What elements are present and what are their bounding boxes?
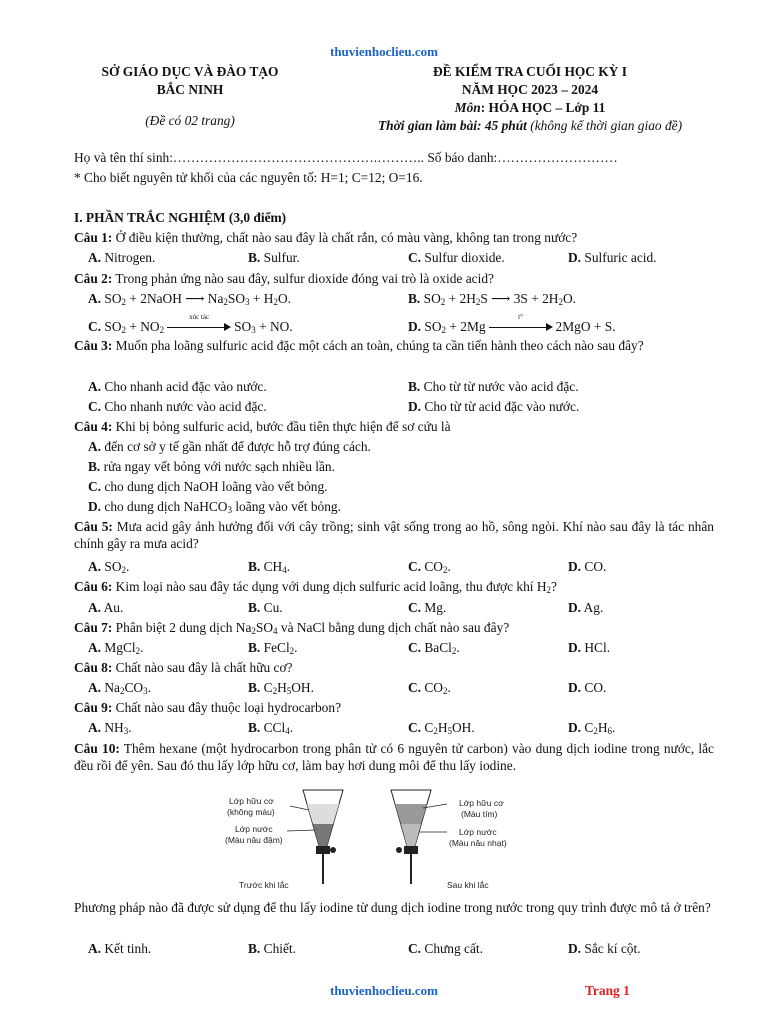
header-left — [70, 64, 310, 131]
question-7: Câu 7: Phân biệt 2 dung dịch $Na_2SO_4$ và NaCl bằng dung dịch chất nào sau đây? — [74, 620, 510, 636]
time-note: (không kể thời gian giao đề) — [526, 118, 683, 133]
right-organic-note: (Màu tím) — [461, 809, 498, 819]
q1-option-c[interactable]: C. Sulfur dioxide. — [408, 250, 505, 265]
question-text: Ở điều kiện thường, chất nào sau đây là chất rắn, có màu vàng, không tan trong nước? — [112, 230, 578, 245]
q9-option-c[interactable]: C. $C_2H_5OH$. — [408, 720, 475, 736]
question-8: Câu 8: Chất nào sau đây là chất hữu cơ? — [74, 660, 293, 675]
q7-option-b[interactable]: B. FeCl$_2$. — [248, 640, 298, 656]
right-water-label: Lớp nước — [459, 827, 497, 837]
question-9: Câu 9: Chất nào sau đây thuộc loại hydrocarbon? — [74, 700, 342, 715]
separatory-funnel-figure — [215, 784, 535, 899]
q4-option-c[interactable]: C. cho dung dịch NaOH loãng vào vết bỏng. — [88, 479, 328, 494]
right-water-note: (Màu nâu nhạt) — [449, 838, 507, 848]
header-right — [355, 64, 705, 136]
department-name: SỞ GIÁO DỤC VÀ ĐÀO TẠO — [101, 64, 279, 79]
left-organic-note: (không màu) — [227, 807, 275, 817]
q9-option-a[interactable]: A. $NH_3$. — [88, 720, 132, 736]
catalyst-arrow: xúc tác — [167, 319, 231, 333]
question-10: Câu 10: Thêm hexane (một hydrocarbon trong phân tử có 6 nguyên tử carbon) vào dung dịch iodine trong nước, lắc đều rồi để yên. Sau đó thu lấy lớp hữu cơ, làm bay hơi dung môi để thu lấy iodine. — [74, 741, 714, 773]
left-caption: Trước khi lắc — [239, 880, 289, 890]
q2-option-a[interactable]: A. $SO_2$ + 2NaOH ⟶ $Na_2SO_3 + H_2O$. — [88, 291, 291, 307]
q8-option-b[interactable]: B. $C_2H_5OH$. — [248, 680, 314, 696]
q6-option-c[interactable]: C. Mg. — [408, 600, 447, 615]
q7-option-c[interactable]: C. BaCl$_2$. — [408, 640, 460, 656]
time-line — [355, 118, 705, 136]
q5-option-a[interactable]: A. $SO_2$. — [88, 559, 130, 575]
q6-option-a[interactable]: A. Au. — [88, 600, 124, 615]
q3-option-c[interactable]: C. Cho nhanh nước vào acid đặc. — [88, 399, 267, 414]
left-water-label: Lớp nước — [235, 824, 273, 834]
subject-line — [355, 100, 705, 118]
q9-option-d[interactable]: D. $C_2H_6$. — [568, 720, 616, 736]
candidate-info-line: Họ và tên thí sinh:……………………………………….……….. Số báo danh:……………………… — [74, 150, 618, 165]
q3-option-d[interactable]: D. Cho từ từ acid đặc vào nước. — [408, 399, 580, 414]
q6-option-b[interactable]: B. Cu. — [248, 600, 283, 615]
q3-option-a[interactable]: A. Cho nhanh acid đặc vào nước. — [88, 379, 267, 394]
school-year: NĂM HỌC 2023 – 2024 — [461, 82, 599, 97]
q5-option-b[interactable]: B. $CH_4$. — [248, 559, 291, 575]
question-2: Câu 2: Trong phản ứng nào sau đây, sulfur dioxide đóng vai trò là oxide acid? — [74, 271, 494, 286]
q2-option-b[interactable]: B. $SO_2 + 2H_2S$ ⟶ $3S + 2H_2O$. — [408, 291, 577, 307]
subject-label: Môn — [454, 100, 481, 115]
question-label: Câu 1: — [74, 230, 113, 245]
site-watermark-bottom[interactable]: thuvienhoclieu.com — [330, 983, 438, 998]
q4-option-d[interactable]: D. cho dung dịch NaHCO$_3$ loãng vào vết bỏng. — [88, 499, 341, 515]
question-5: Câu 5: Mưa acid gây ảnh hưởng đối với cây trồng; sinh vật sống trong ao hồ, sông ngòi. Khí nào sau đây là tác nhân chính gây ra mưa acid? — [74, 519, 714, 551]
atomic-mass-note: * Cho biết nguyên tử khối của các nguyên tố: H=1; C=12; O=16. — [74, 170, 423, 185]
question-4: Câu 4: Khi bị bỏng sulfuric acid, bước đầu tiên thực hiện để sơ cứu là — [74, 419, 451, 434]
q2-option-d[interactable]: D. $SO_2 + 2Mg$ t° 2MgO + S. — [408, 313, 616, 335]
q6-option-d[interactable]: D. Ag. — [568, 600, 604, 615]
q7-option-a[interactable]: A. MgCl$_2$. — [88, 640, 144, 656]
site-watermark-top[interactable]: thuvienhoclieu.com — [330, 44, 438, 59]
exam-title: ĐỀ KIỂM TRA CUỐI HỌC KỲ I — [433, 64, 627, 79]
q8-option-d[interactable]: D. CO. — [568, 680, 607, 695]
q4-option-a[interactable]: A. đến cơ sở y tế gần nhất để được hỗ trợ đúng cách. — [88, 439, 371, 454]
q5-option-d[interactable]: D. CO. — [568, 559, 607, 574]
question-6: Câu 6: Kim loại nào sau đây tác dụng với dung dịch sulfuric acid loãng, thu được khí $H_2$? — [74, 579, 557, 595]
q5-option-c[interactable]: C. $CO_2$. — [408, 559, 451, 575]
right-organic-label: Lớp hữu cơ — [459, 798, 504, 808]
subject-value: : HÓA HỌC – Lớp 11 — [480, 100, 606, 115]
q7-option-d[interactable]: D. HCl. — [568, 640, 611, 655]
left-organic-label: Lớp hữu cơ — [229, 796, 274, 806]
page-count-note: (Đề có 02 trang) — [145, 113, 235, 128]
q1-option-b[interactable]: B. Sulfur. — [248, 250, 300, 265]
heat-arrow: t° — [489, 319, 553, 333]
q8-option-a[interactable]: A. $Na_2CO_3$. — [88, 680, 151, 696]
section-title: I. PHẦN TRẮC NGHIỆM (3,0 điểm) — [74, 210, 287, 225]
q8-option-c[interactable]: C. $CO_2$. — [408, 680, 451, 696]
funnel-after-shaking — [391, 790, 431, 884]
page-number: Trang 1 — [585, 983, 630, 998]
province-name: BẮC NINH — [156, 82, 224, 97]
q4-option-b[interactable]: B. rửa ngay vết bỏng với nước sạch nhiều lần. — [88, 459, 335, 474]
q9-option-b[interactable]: B. CCl$_4$. — [248, 720, 294, 736]
question-1 — [74, 230, 714, 247]
q1-option-d[interactable]: D. Sulfuric acid. — [568, 250, 657, 265]
time-label: Thời gian làm bài: 45 phút — [377, 118, 527, 133]
right-caption: Sau khi lắc — [447, 880, 489, 890]
question-3: Câu 3: Muốn pha loãng sulfuric acid đặc một cách an toàn, chúng ta cần tiến hành theo cách nào sau đây? — [74, 338, 644, 353]
q10-option-b[interactable]: B. Chiết. — [248, 941, 296, 956]
q10-option-c[interactable]: C. Chưng cất. — [408, 941, 483, 956]
q3-option-b[interactable]: B. Cho từ từ nước vào acid đặc. — [408, 379, 579, 394]
left-water-note: (Màu nâu đậm) — [225, 835, 283, 845]
q10-option-d[interactable]: D. Sắc kí cột. — [568, 941, 641, 956]
funnel-before-shaking — [303, 790, 343, 884]
q10-option-a[interactable]: A. Kết tinh. — [88, 941, 152, 956]
q1-option-a[interactable]: A. Nitrogen. — [88, 250, 156, 265]
question-10-after: Phương pháp nào đã được sử dụng để thu lấy iodine từ dung dịch iodine trong nước trong quy trình được mô tả ở trên? — [74, 900, 711, 915]
q2-option-c[interactable]: C. $SO_2 + NO_2$ xúc tác $SO_3$ + NO. — [88, 313, 293, 335]
